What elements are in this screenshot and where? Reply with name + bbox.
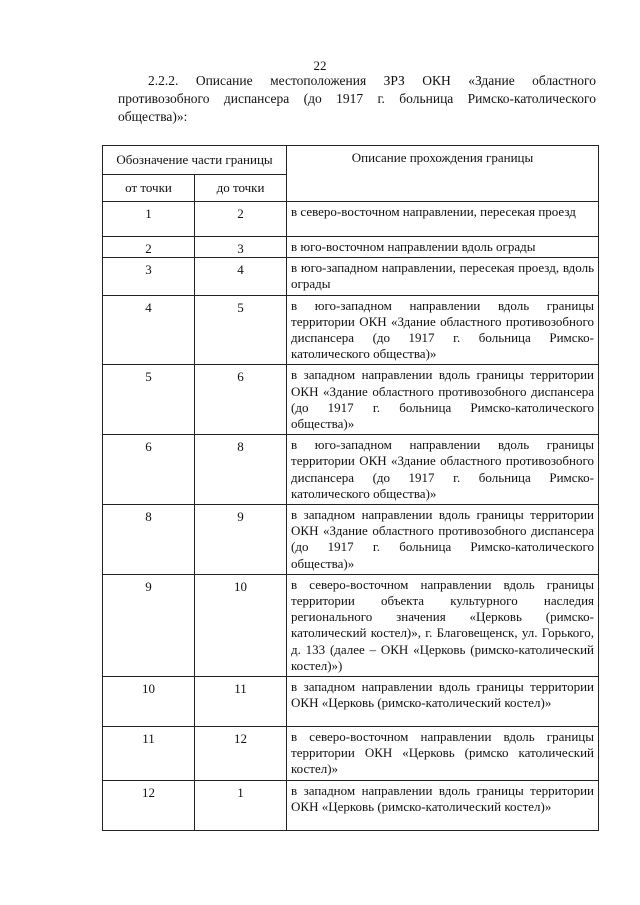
- table-row: [103, 435, 599, 505]
- section-heading: [118, 72, 596, 126]
- table-row: [103, 258, 599, 295]
- from-point-cell: 2: [103, 237, 195, 258]
- from-point-cell: 4: [103, 295, 195, 365]
- table-row: [103, 505, 599, 575]
- to-point-cell: 12: [195, 727, 287, 781]
- to-point-cell: 8: [195, 435, 287, 505]
- to-point-cell: 6: [195, 365, 287, 435]
- from-point-cell: 12: [103, 780, 195, 830]
- boundary-description-cell: в юго-западном направлении, пересекая проезд, вдоль ограды: [287, 258, 599, 295]
- from-point-cell: 5: [103, 365, 195, 435]
- from-point-cell: 6: [103, 435, 195, 505]
- page-number: 22: [313, 58, 327, 73]
- header-boundary-description: Описание прохождения границы: [287, 146, 599, 202]
- header-boundary-part: Обозначение части границы: [103, 146, 287, 175]
- to-point-cell: 3: [195, 237, 287, 258]
- from-point-cell: 10: [103, 677, 195, 727]
- from-point-cell: 8: [103, 505, 195, 575]
- from-point-cell: 11: [103, 727, 195, 781]
- boundary-description-cell: в западном направлении вдоль границы территории ОКН «Здание областного противозобного диспансера (до 1917 г. больница Римско-католического общества)»: [287, 505, 599, 575]
- boundary-description-cell: в юго-западном направлении вдоль границы территории ОКН «Здание областного противозобного диспансера (до 1917 г. больница Римско-католического общества)»: [287, 435, 599, 505]
- boundary-description-cell: в западном направлении вдоль границы территории ОКН «Церковь (римско-католический костел)»: [287, 780, 599, 830]
- header-to-point: до точки: [195, 175, 287, 202]
- boundary-description-cell: в юго-восточном направлении вдоль ограды: [287, 237, 599, 258]
- boundary-description-cell: в западном направлении вдоль границы территории ОКН «Здание областного противозобного диспансера (до 1917 г. больница Римско-католического общества)»: [287, 365, 599, 435]
- table-header-row: [103, 146, 599, 175]
- table-row: [103, 780, 599, 830]
- boundary-table: [102, 145, 599, 831]
- table-row: [103, 727, 599, 781]
- table-row: [103, 237, 599, 258]
- to-point-cell: 9: [195, 505, 287, 575]
- from-point-cell: 1: [103, 202, 195, 237]
- to-point-cell: 11: [195, 677, 287, 727]
- boundary-description-cell: в юго-западном направлении вдоль границы территории ОКН «Здание областного противозобного диспансера (до 1917 г. больница Римско-католического общества)»: [287, 295, 599, 365]
- boundary-description-cell: в западном направлении вдоль границы территории ОКН «Церковь (римско-католический костел)»: [287, 677, 599, 727]
- table-row: [103, 295, 599, 365]
- to-point-cell: 4: [195, 258, 287, 295]
- section-heading-text: 2.2.2. Описание местоположения ЗРЗ ОКН «Здание областного противозобного диспансера (до 1917 г. больница Римско-католического общества)»:: [118, 73, 596, 124]
- boundary-description-cell: в северо-восточном направлении, пересекая проезд: [287, 202, 599, 237]
- to-point-cell: 2: [195, 202, 287, 237]
- from-point-cell: 3: [103, 258, 195, 295]
- from-point-cell: 9: [103, 574, 195, 676]
- to-point-cell: 10: [195, 574, 287, 676]
- header-from-point: от точки: [103, 175, 195, 202]
- to-point-cell: 5: [195, 295, 287, 365]
- boundary-description-cell: в северо-восточном направлении вдоль границы территории объекта культурного наследия регионального значения «Церковь (римско-католический костел)», г. Благовещенск, ул. Горького, д. 133 (далее – ОКН «Церковь (римско-католический костел)»): [287, 574, 599, 676]
- table-row: [103, 202, 599, 237]
- to-point-cell: 1: [195, 780, 287, 830]
- table-row: [103, 365, 599, 435]
- table-row: [103, 574, 599, 676]
- boundary-description-cell: в северо-восточном направлении вдоль границы территории ОКН «Церковь (римско католический костел)»: [287, 727, 599, 781]
- table-row: [103, 677, 599, 727]
